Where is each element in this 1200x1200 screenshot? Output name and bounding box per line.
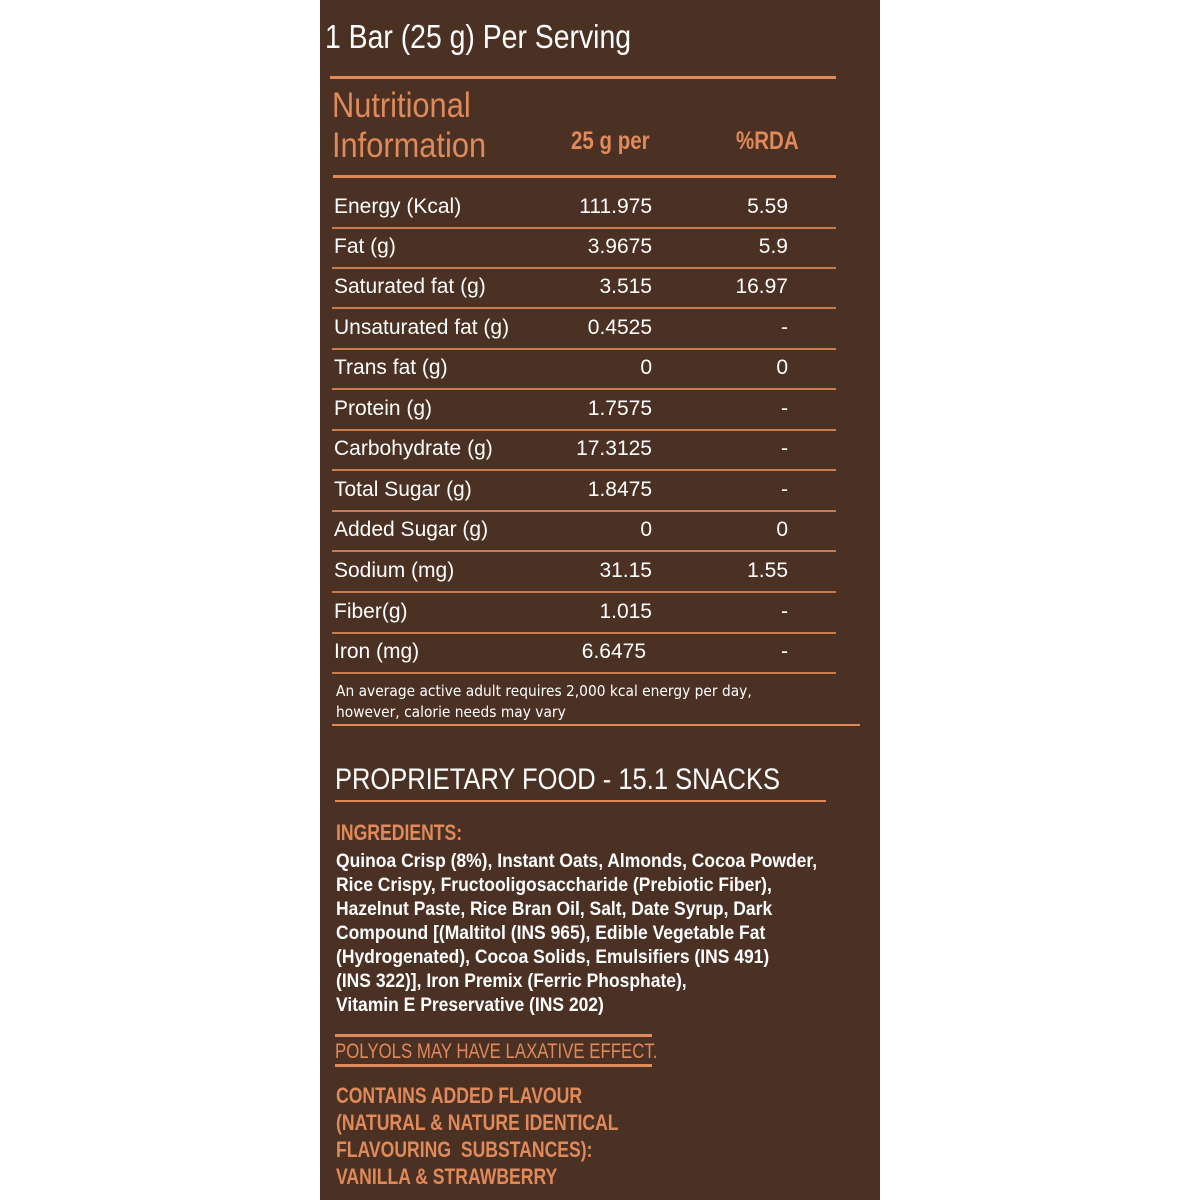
nutrient-label: Iron (mg) [334, 640, 420, 663]
flavour-line: FLAVOURING SUBSTANCES): [336, 1137, 593, 1162]
nutrient-label: Trans fat (g) [334, 356, 448, 379]
ingredients-heading: INGREDIENTS: [336, 820, 463, 845]
nutrient-value: 0 [640, 356, 652, 379]
proprietary-food-heading: PROPRIETARY FOOD - 15.1 SNACKS [335, 763, 780, 796]
table-row [320, 594, 836, 634]
flavour-line: (NATURAL & NATURE IDENTICAL [336, 1110, 619, 1135]
table-row [320, 472, 836, 512]
row-divider [332, 469, 836, 471]
nutrient-label: Total Sugar (g) [334, 478, 472, 501]
nutrient-rda: - [781, 316, 788, 339]
serving-size: 1 Bar (25 g) Per Serving [325, 18, 632, 55]
nutrient-rda: 1.55 [747, 559, 788, 582]
nutrient-rda: 16.97 [735, 275, 788, 298]
nutrient-rda: 0 [776, 518, 788, 541]
ingredient-line: (INS 322)], Iron Premix (Ferric Phosphate), [336, 971, 687, 992]
divider-note [332, 724, 860, 726]
ingredient-line: Rice Crispy, Fructooligosaccharide (Prebiotic Fiber), [336, 875, 772, 896]
nutrient-label: Saturated fat (g) [334, 275, 486, 298]
row-divider [332, 591, 836, 593]
nutrient-value: 1.015 [599, 600, 652, 623]
nutrient-rda: - [781, 437, 788, 460]
divider-top [330, 76, 836, 79]
row-divider [332, 388, 836, 390]
nutrient-rda: - [781, 478, 788, 501]
divider-warning-bottom [335, 1064, 652, 1067]
column-header-per: 25 g per [571, 127, 650, 155]
nutrition-label-panel [320, 0, 880, 1200]
table-row [320, 350, 836, 390]
nutrient-label: Fiber(g) [334, 600, 408, 623]
flavour-line: CONTAINS ADDED FLAVOUR [336, 1083, 583, 1108]
table-row [320, 391, 836, 431]
row-divider [332, 672, 836, 674]
ingredient-line: Compound [(Maltitol (INS 965), Edible Vegetable Fat [336, 923, 766, 944]
flavour-statement [336, 1082, 619, 1190]
table-row [320, 189, 836, 229]
nutrient-value: 6.6475 [581, 640, 646, 663]
table-row [320, 229, 836, 269]
laxative-warning: POLYOLS MAY HAVE LAXATIVE EFFECT. [335, 1040, 658, 1063]
table-row [320, 512, 836, 552]
nutrition-title [332, 86, 486, 166]
nutrient-label: Sodium (mg) [334, 559, 455, 582]
nutrient-value: 1.7575 [587, 397, 652, 420]
ingredients-list [336, 850, 888, 1018]
divider-header [333, 175, 836, 178]
nutrient-label: Unsaturated fat (g) [334, 316, 510, 339]
nutrient-value: 0 [640, 518, 652, 541]
title-line-2: Information [332, 126, 487, 165]
row-divider [332, 307, 836, 309]
nutrient-label: Added Sugar (g) [334, 518, 489, 541]
nutrient-rda: - [781, 397, 788, 420]
nutrient-rda: 0 [776, 356, 788, 379]
flavour-line: VANILLA & STRAWBERRY [336, 1164, 558, 1189]
note-line-1: An average active adult requires 2,000 kcal energy per day, [336, 682, 752, 700]
nutrient-rda: 5.59 [747, 195, 788, 218]
ingredient-line: Quinoa Crisp (8%), Instant Oats, Almonds, Cocoa Powder, [336, 851, 818, 872]
row-divider [332, 550, 836, 552]
ingredient-line: (Hydrogenated), Cocoa Solids, Emulsifiers (INS 491) [336, 947, 770, 968]
note-line-2: however, calorie needs may vary [336, 703, 566, 721]
energy-note [336, 681, 752, 723]
nutrient-label: Energy (Kcal) [334, 195, 462, 218]
table-row [320, 553, 836, 593]
table-row [320, 634, 836, 674]
nutrient-value: 111.975 [579, 195, 652, 218]
ingredient-line: Vitamin E Preservative (INS 202) [336, 995, 604, 1016]
table-row [320, 431, 836, 471]
table-row [320, 310, 836, 350]
nutrient-value: 0.4525 [587, 316, 652, 339]
nutrient-value: 31.15 [599, 559, 652, 582]
nutrient-rda: - [781, 640, 788, 663]
divider-proprietary [335, 800, 826, 802]
nutrient-label: Carbohydrate (g) [334, 437, 493, 460]
nutrient-value: 1.8475 [587, 478, 652, 501]
nutrient-value: 17.3125 [576, 437, 652, 460]
divider-warning-top [335, 1034, 652, 1037]
nutrient-rda: - [781, 600, 788, 623]
ingredient-line: Hazelnut Paste, Rice Bran Oil, Salt, Date Syrup, Dark [336, 899, 773, 920]
nutrient-label: Protein (g) [334, 397, 433, 420]
nutrient-value: 3.515 [599, 275, 652, 298]
column-header-rda: %RDA [736, 127, 799, 155]
title-line-1: Nutritional [332, 86, 471, 125]
nutrient-value: 3.9675 [587, 235, 652, 258]
table-row [320, 269, 836, 309]
nutrient-rda: 5.9 [758, 235, 788, 258]
nutrient-label: Fat (g) [334, 235, 396, 258]
